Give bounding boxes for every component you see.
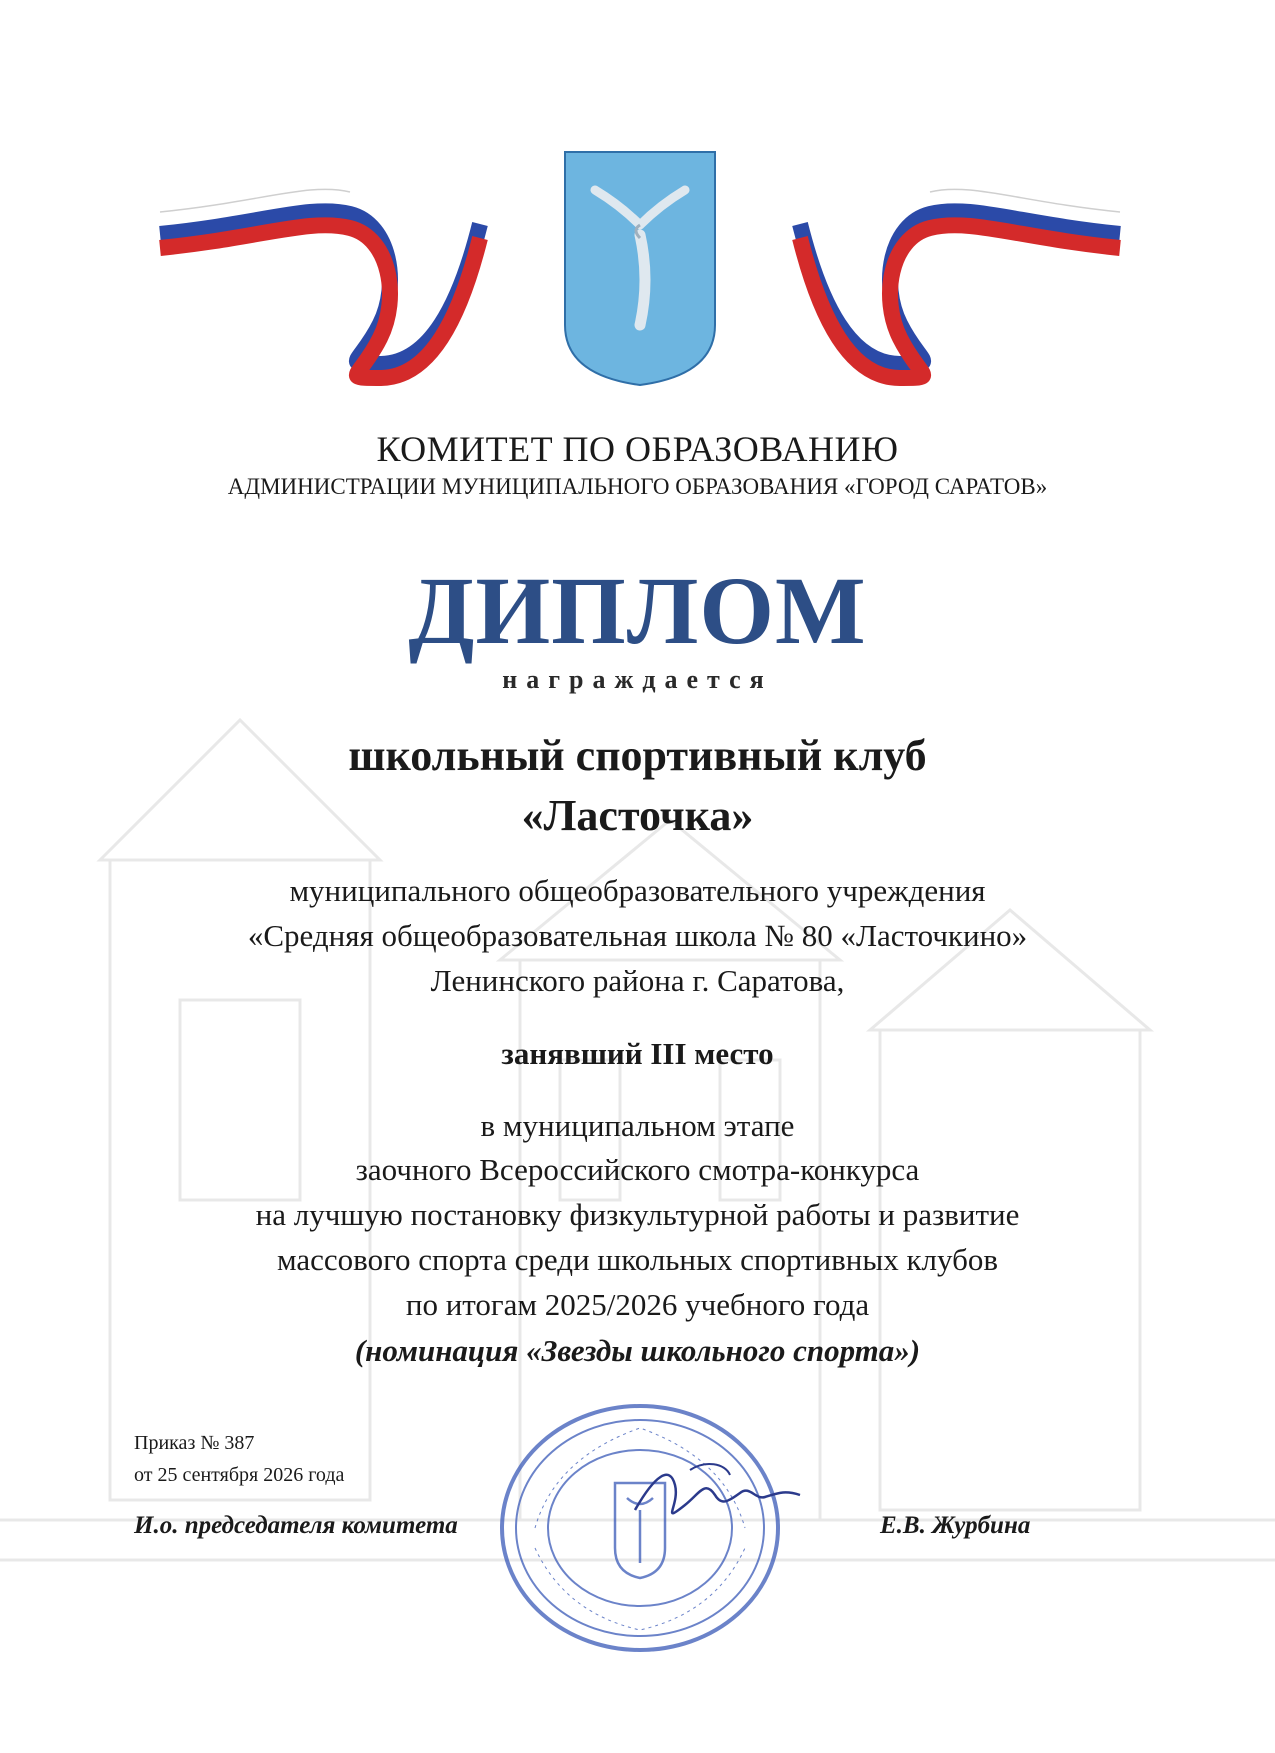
diploma-title: ДИПЛОМ bbox=[408, 557, 867, 664]
institution-line: «Средняя общеобразовательная школа № 80 «Ласточкино» bbox=[247, 918, 1028, 953]
org-subtitle: АДМИНИСТРАЦИИ МУНИЦИПАЛЬНОГО ОБРАЗОВАНИЯ «ГОРОД САРАТОВ» bbox=[227, 474, 1048, 499]
order-number: Приказ № 387 bbox=[134, 1432, 255, 1454]
institution-line: муниципального общеобразовательного учреждения bbox=[289, 873, 986, 908]
nomination: (номинация «Звезды школьного спорта») bbox=[354, 1333, 921, 1368]
handwritten-signature-icon bbox=[630, 1455, 805, 1535]
recipient-line-1: школьный спортивный клуб bbox=[348, 731, 927, 780]
awarded-label: награждается bbox=[502, 665, 773, 694]
org-title: КОМИТЕТ ПО ОБРАЗОВАНИЮ bbox=[376, 429, 899, 469]
place-award: занявший III место bbox=[501, 1036, 774, 1071]
signatory-title: И.о. председателя комитета bbox=[134, 1512, 458, 1539]
event-line: заочного Всероссийского смотра-конкурса bbox=[355, 1152, 920, 1187]
saratov-coat-of-arms-icon bbox=[565, 152, 715, 385]
event-line: по итогам 2025/2026 учебного года bbox=[405, 1287, 870, 1322]
header-emblem bbox=[140, 150, 1140, 390]
event-line: массового спорта среди школьных спортивных клубов bbox=[276, 1242, 999, 1277]
event-line: на лучшую постановку физкультурной работы и развитие bbox=[255, 1197, 1020, 1232]
institution-line: Ленинского района г. Саратова, bbox=[430, 963, 845, 998]
signatory-name: Е.В. Журбина bbox=[880, 1512, 1031, 1539]
order-date: от 25 сентября 2026 года bbox=[134, 1464, 345, 1486]
recipient-line-2: «Ласточка» bbox=[521, 791, 754, 840]
event-line: в муниципальном этапе bbox=[480, 1108, 795, 1143]
